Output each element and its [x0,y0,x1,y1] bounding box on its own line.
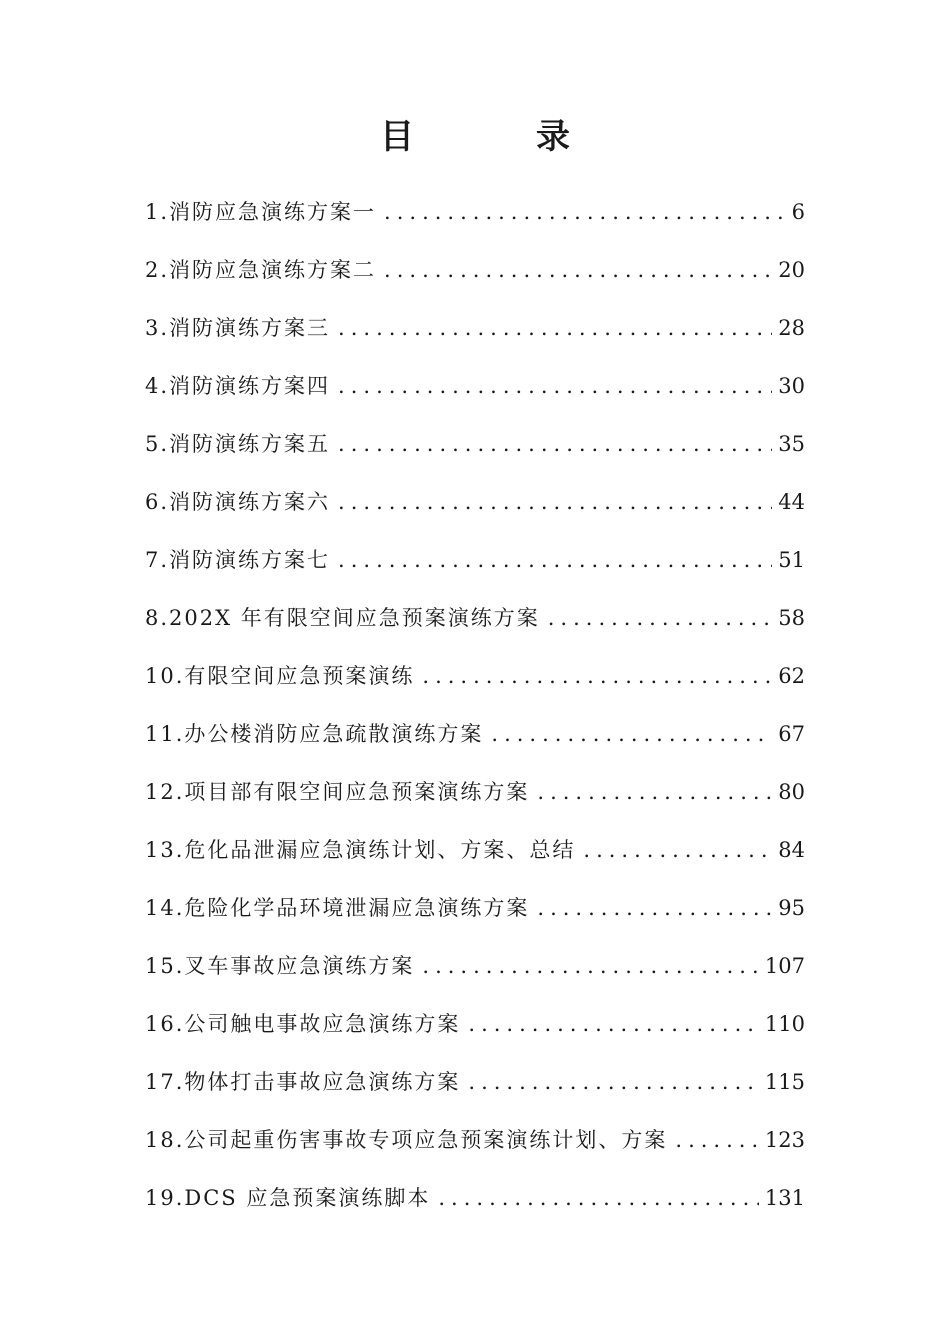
toc-list [145,193,805,1237]
toc-entry-page: 123 [764,1128,805,1152]
toc-entry-page: 44 [778,490,805,514]
toc-leader-dots [583,831,772,869]
toc-entry-title: 6.消防演练方案六 [145,490,331,514]
toc-entry-title: 18.公司起重伤害事故专项应急预案演练计划、方案 [145,1128,668,1152]
toc-entry[interactable] [145,889,805,947]
toc-entry-page: 107 [764,954,805,978]
toc-entry[interactable] [145,715,805,773]
toc-entry[interactable] [145,541,805,599]
toc-entry-title: 12.项目部有限空间应急预案演练方案 [145,780,530,804]
toc-entry[interactable] [145,599,805,657]
toc-entry[interactable] [145,1063,805,1121]
toc-entry[interactable] [145,367,805,425]
toc-leader-dots [384,251,772,289]
toc-entry-title: 8.202X 年有限空间应急预案演练方案 [145,606,540,630]
toc-leader-dots [422,657,772,695]
toc-entry-page: 51 [778,548,805,572]
toc-entry-title: 14.危险化学品环境泄漏应急演练方案 [145,896,530,920]
toc-entry-page: 58 [778,606,805,630]
toc-entry[interactable] [145,657,805,715]
toc-leader-dots [384,193,786,231]
toc-entry[interactable] [145,309,805,367]
toc-entry[interactable] [145,773,805,831]
toc-entry[interactable] [145,1005,805,1063]
toc-entry-title: 13.危化品泄漏应急演练计划、方案、总结 [145,838,576,862]
toc-leader-dots [537,773,772,811]
toc-entry[interactable] [145,947,805,1005]
toc-leader-dots [422,947,759,985]
toc-leader-dots [468,1063,759,1101]
toc-entry-title: 2.消防应急演练方案二 [145,258,377,282]
toc-entry-page: 67 [778,722,805,746]
toc-title: 目 录 [380,117,614,157]
toc-entry-title: 7.消防演练方案七 [145,548,331,572]
toc-entry-page: 84 [778,838,805,862]
toc-entry-page: 80 [778,780,805,804]
toc-entry-page: 95 [778,896,805,920]
toc-entry[interactable] [145,483,805,541]
toc-entry[interactable] [145,1121,805,1179]
toc-entry[interactable] [145,831,805,889]
toc-entry-title: 15.叉车事故应急演练方案 [145,954,415,978]
toc-leader-dots [675,1121,759,1159]
toc-entry-page: 62 [778,664,805,688]
toc-leader-dots [548,599,773,637]
toc-entry-page: 110 [764,1012,805,1036]
toc-leader-dots [537,889,772,927]
toc-leader-dots [468,1005,759,1043]
toc-entry-page: 30 [778,374,805,398]
toc-entry[interactable] [145,251,805,309]
toc-entry-page: 35 [778,432,805,456]
toc-entry-page: 20 [778,258,805,282]
toc-entry[interactable] [145,193,805,251]
toc-entry-title: 11.办公楼消防应急疏散演练方案 [145,722,484,746]
toc-leader-dots [338,367,772,405]
toc-entry-title: 10.有限空间应急预案演练 [145,664,415,688]
toc-entry-title: 1.消防应急演练方案一 [145,200,377,224]
toc-leader-dots [438,1179,759,1217]
toc-entry-title: 16.公司触电事故应急演练方案 [145,1012,461,1036]
toc-entry-title: 17.物体打击事故应急演练方案 [145,1070,461,1094]
toc-entry[interactable] [145,425,805,483]
toc-entry-title: 3.消防演练方案三 [145,316,331,340]
toc-entry-page: 115 [764,1070,805,1094]
toc-entry-page: 28 [778,316,805,340]
toc-leader-dots [338,483,772,521]
toc-leader-dots [338,541,772,579]
toc-entry-title: 5.消防演练方案五 [145,432,331,456]
toc-entry-page: 131 [764,1186,805,1210]
toc-leader-dots [338,309,772,347]
toc-entry[interactable] [145,1179,805,1237]
toc-entry-page: 6 [791,200,805,224]
toc-leader-dots [491,715,772,753]
toc-entry-title: 19.DCS 应急预案演练脚本 [145,1186,431,1210]
toc-leader-dots [338,425,772,463]
toc-entry-title: 4.消防演练方案四 [145,374,331,398]
